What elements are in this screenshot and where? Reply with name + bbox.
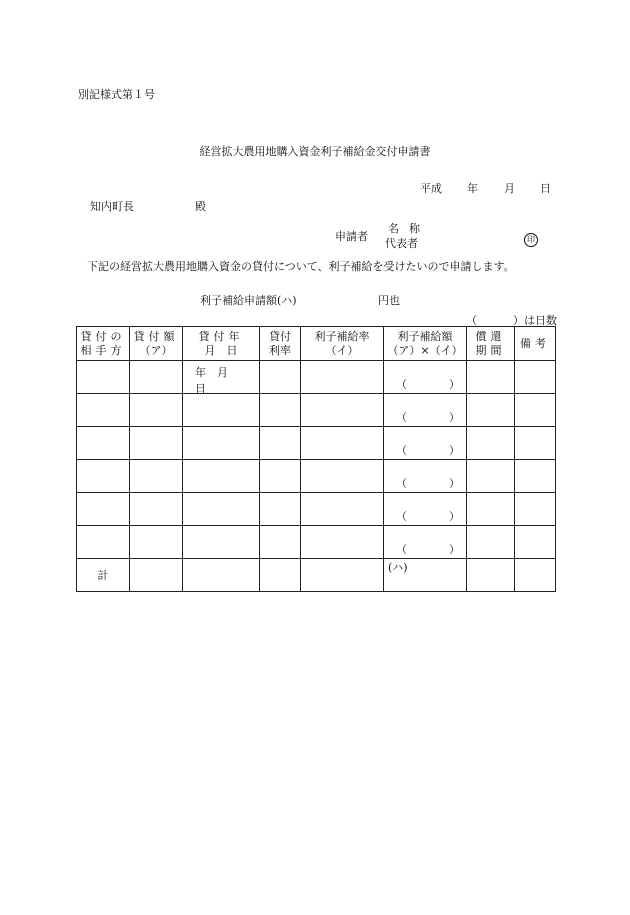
- intro-text: 下記の経営拡大農用地購入資金の貸付について、利子補給を受けたいので申請します。: [87, 260, 515, 273]
- days-parentheses: （ ）: [396, 510, 460, 523]
- entry-cell[interactable]: [77, 361, 130, 394]
- entry-cell-amount[interactable]: [384, 526, 467, 559]
- date-month-label: 月: [504, 182, 515, 195]
- entry-cell[interactable]: [467, 427, 515, 460]
- total-label: 計: [77, 559, 130, 592]
- entry-cell[interactable]: [130, 427, 183, 460]
- entry-cell-date[interactable]: [183, 361, 260, 394]
- entry-cell[interactable]: [301, 493, 384, 526]
- row-date-labels: 年 月日: [195, 366, 229, 395]
- grant-table: [76, 326, 556, 592]
- table-row: [77, 427, 556, 460]
- date-day-label: 日: [540, 182, 551, 195]
- days-parentheses: （ ）: [396, 411, 460, 424]
- entry-cell[interactable]: [515, 361, 556, 394]
- header-cell: 貸付の 相手方: [77, 327, 130, 361]
- seal-mark: 印: [524, 233, 538, 247]
- applicant-representative-label: 代表者: [385, 237, 418, 250]
- document-title: 経営拡大農用地購入資金利子補給金交付申請書: [199, 145, 431, 158]
- date-year-label: 年: [467, 182, 478, 195]
- entry-cell[interactable]: [515, 493, 556, 526]
- honorific: 殿: [195, 200, 206, 213]
- entry-cell[interactable]: [260, 394, 301, 427]
- entry-cell[interactable]: [260, 559, 301, 592]
- entry-cell[interactable]: [77, 460, 130, 493]
- entry-cell[interactable]: [260, 361, 301, 394]
- entry-cell-amount[interactable]: [384, 361, 467, 394]
- entry-cell[interactable]: [515, 460, 556, 493]
- form-number: 別記様式第１号: [78, 88, 155, 101]
- entry-cell[interactable]: [77, 493, 130, 526]
- header-cell: 備考: [515, 327, 556, 361]
- header-cell: 償還 期間: [467, 327, 515, 361]
- entry-cell[interactable]: [467, 394, 515, 427]
- table-row: [77, 394, 556, 427]
- entry-cell[interactable]: [260, 460, 301, 493]
- entry-cell[interactable]: [260, 427, 301, 460]
- entry-cell-amount[interactable]: [384, 394, 467, 427]
- entry-cell[interactable]: [260, 493, 301, 526]
- entry-cell[interactable]: [130, 559, 183, 592]
- header-cell: 利子補給額 （ア）×（イ）: [384, 327, 467, 361]
- entry-cell[interactable]: [183, 427, 260, 460]
- entry-cell[interactable]: [515, 427, 556, 460]
- entry-cell[interactable]: [515, 559, 556, 592]
- total-ha-label: (ハ): [388, 561, 408, 574]
- applicant-label: 申請者: [335, 230, 368, 243]
- days-parentheses: （ ）: [396, 444, 460, 457]
- entry-cell[interactable]: [183, 394, 260, 427]
- entry-cell[interactable]: [301, 526, 384, 559]
- entry-cell[interactable]: [183, 526, 260, 559]
- entry-cell[interactable]: [183, 460, 260, 493]
- header-cell: 貸付額 （ア）: [130, 327, 183, 361]
- entry-cell[interactable]: [301, 427, 384, 460]
- days-parentheses: （ ）: [396, 378, 460, 391]
- header-cell: 利子補給率 （イ）: [301, 327, 384, 361]
- amount-unit: 円也: [378, 294, 400, 307]
- entry-cell[interactable]: [301, 394, 384, 427]
- entry-cell[interactable]: [301, 559, 384, 592]
- amount-label: 利子補給申請額(ハ): [200, 294, 297, 307]
- entry-cell[interactable]: [77, 427, 130, 460]
- days-parentheses: （ ）: [396, 543, 460, 556]
- entry-cell[interactable]: [77, 394, 130, 427]
- entry-cell[interactable]: [260, 526, 301, 559]
- entry-cell[interactable]: [515, 526, 556, 559]
- entry-cell-amount[interactable]: [384, 460, 467, 493]
- entry-cell[interactable]: [183, 559, 260, 592]
- entry-cell[interactable]: [183, 493, 260, 526]
- entry-cell[interactable]: [77, 526, 130, 559]
- header-cell: 貸付 利率: [260, 327, 301, 361]
- date-era: 平成: [420, 182, 442, 195]
- entry-cell[interactable]: [130, 493, 183, 526]
- entry-cell[interactable]: [467, 361, 515, 394]
- entry-cell[interactable]: [467, 559, 515, 592]
- entry-cell[interactable]: [301, 361, 384, 394]
- addressee: 知内町長: [90, 200, 134, 213]
- entry-cell[interactable]: [301, 460, 384, 493]
- entry-cell[interactable]: [130, 460, 183, 493]
- applicant-name-label: 名称: [388, 222, 430, 235]
- days-note-close: ）は日数: [513, 314, 557, 327]
- table-row: [77, 493, 556, 526]
- entry-cell[interactable]: [467, 526, 515, 559]
- header-cell: 貸付年 月 日: [183, 327, 260, 361]
- entry-cell-amount[interactable]: [384, 427, 467, 460]
- entry-cell[interactable]: [467, 493, 515, 526]
- entry-cell[interactable]: [130, 361, 183, 394]
- entry-cell[interactable]: [467, 460, 515, 493]
- days-parentheses: （ ）: [396, 477, 460, 490]
- table-row: [77, 526, 556, 559]
- entry-cell[interactable]: [130, 394, 183, 427]
- total-amount-cell[interactable]: [384, 559, 467, 592]
- table-total-row: [77, 559, 556, 592]
- entry-cell-amount[interactable]: [384, 493, 467, 526]
- days-note-open: （: [466, 314, 477, 327]
- table-header-row: [77, 327, 556, 361]
- table-row: [77, 361, 556, 394]
- entry-cell[interactable]: [515, 394, 556, 427]
- entry-cell[interactable]: [130, 526, 183, 559]
- table-row: [77, 460, 556, 493]
